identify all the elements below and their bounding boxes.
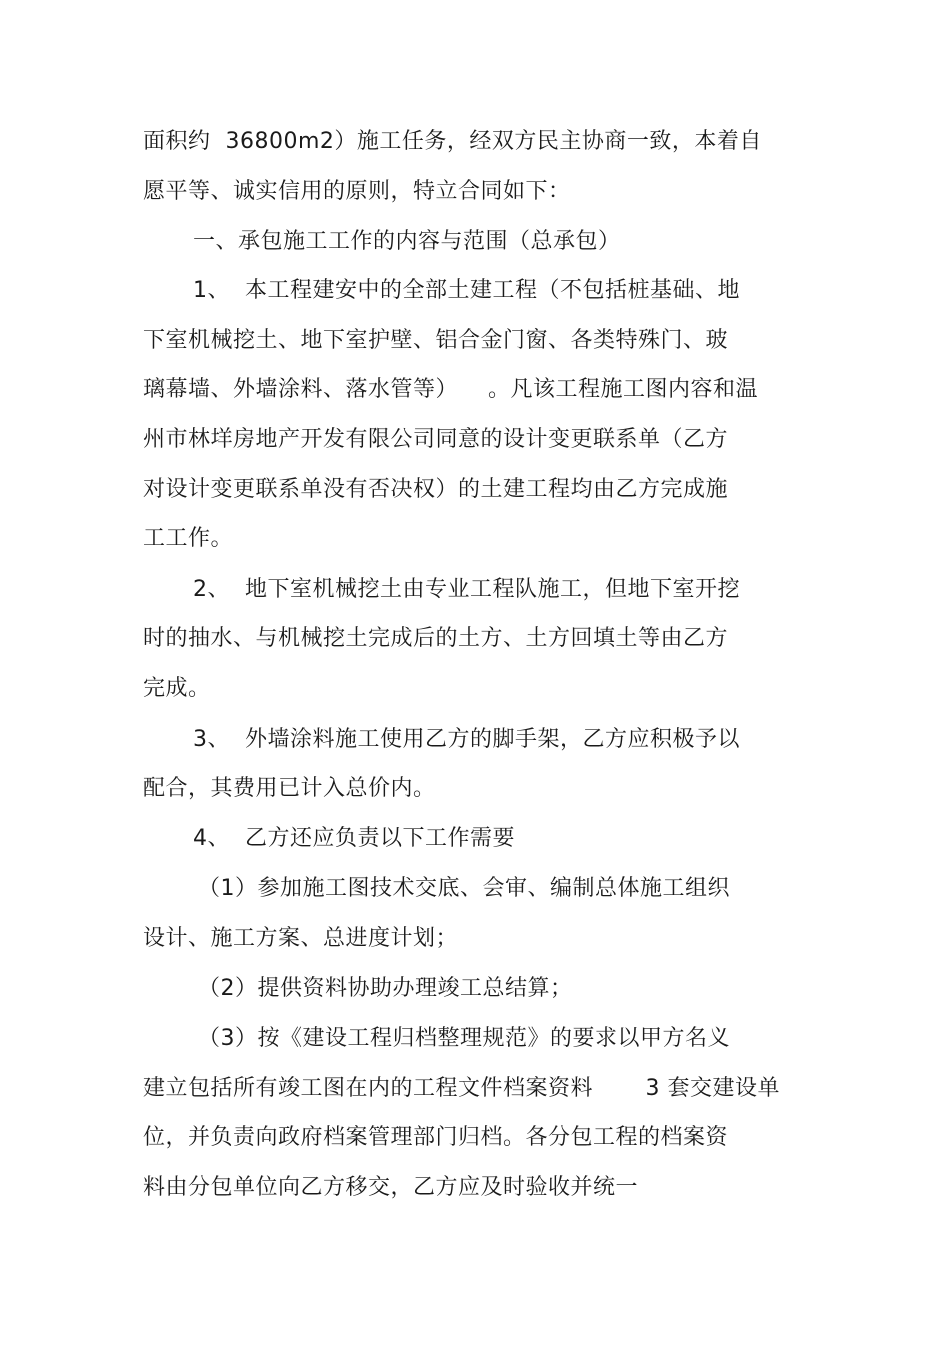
- item-3-line-3: 位，并负责向政府档案管理部门归档。各分包工程的档案资: [143, 1125, 729, 1150]
- section-heading: 一、承包施工工作的内容与范围（总承包）: [193, 229, 621, 254]
- item-1-line-1: （1）参加施工图技术交底、会审、编制总体施工组织: [198, 876, 730, 901]
- item-3-line-2: 建立包括所有竣工图在内的工程文件档案资料 3 套交建设单: [143, 1076, 780, 1101]
- clause-3-line-2: 配合，其费用已计入总价内。: [143, 776, 436, 801]
- text-line-2: 愿平等、诚实信用的原则，特立合同如下：: [143, 179, 571, 204]
- item-1-line-2: 设计、施工方案、总进度计划；: [143, 926, 459, 951]
- clause-1-line-5: 对设计变更联系单没有否决权）的土建工程均由乙方完成施: [143, 477, 729, 502]
- clause-1-line-6: 工工作。: [143, 526, 234, 551]
- text-line-1: 面积约 36800m2）施工任务，经双方民主协商一致，本着自: [143, 129, 762, 154]
- clause-1-line-1: 1、 本工程建安中的全部土建工程（不包括桩基础、地: [193, 278, 740, 303]
- clause-2-line-3: 完成。: [143, 676, 211, 701]
- clause-4-line-1: 4、 乙方还应负责以下工作需要: [193, 826, 515, 851]
- clause-1-line-2: 下室机械挖土、地下室护壁、铝合金门窗、各类特殊门、玻: [143, 328, 729, 353]
- clause-1-line-4: 州市林垟房地产开发有限公司同意的设计变更联系单（乙方: [143, 427, 729, 452]
- item-3-line-4: 料由分包单位向乙方移交，乙方应及时验收并统一: [143, 1175, 639, 1200]
- clause-3-line-1: 3、 外墙涂料施工使用乙方的脚手架，乙方应积极予以: [193, 727, 740, 752]
- item-2-line-1: （2）提供资料协助办理竣工总结算；: [198, 976, 573, 1001]
- clause-1-line-3: 璃幕墙、外墙涂料、落水管等） 。凡该工程施工图内容和温: [143, 377, 758, 402]
- clause-2-line-2: 时的抽水、与机械挖土完成后的土方、土方回填土等由乙方: [143, 626, 729, 651]
- item-3-line-1: （3）按《建设工程归档整理规范》的要求以甲方名义: [198, 1026, 730, 1051]
- clause-2-line-1: 2、 地下室机械挖土由专业工程队施工，但地下室开挖: [193, 577, 740, 602]
